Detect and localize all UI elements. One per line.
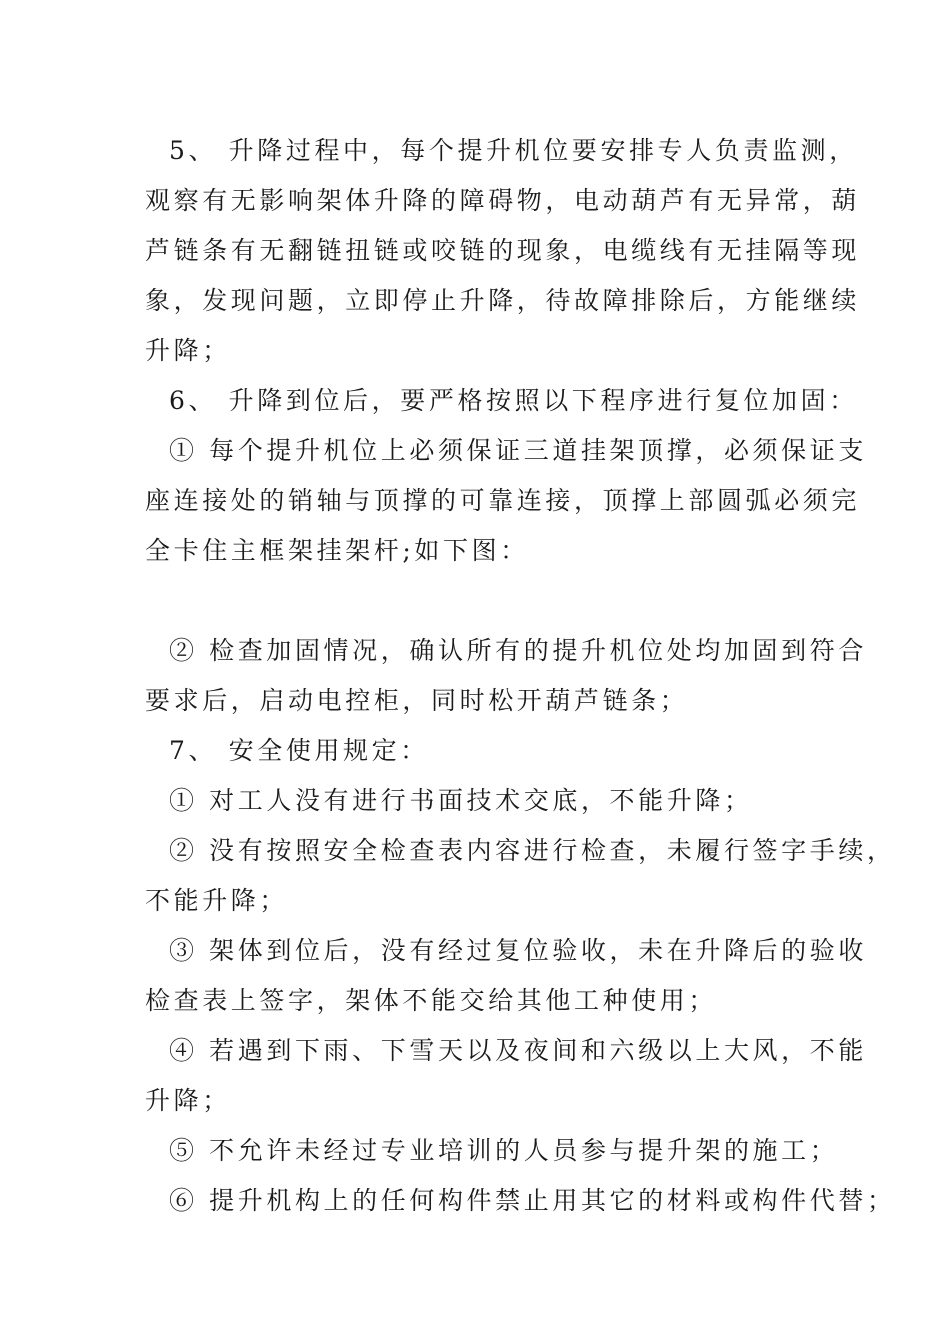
item-7-sub-6-line-1: ⑥ 提升机构上的任何构件禁止用其它的材料或构件代替； [169,1186,896,1215]
item-6-line-1: 6、 升降到位后，要严格按照以下程序进行复位加固： [169,386,858,415]
item-6-sub-2-line-2: 要求后，启动电控柜，同时松开葫芦链条； [145,686,689,715]
item-6-sub-1-line-3: 全卡住主框架挂架杆;如下图： [145,536,529,565]
item-7-sub-2-line-2: 不能升降； [145,886,289,915]
item-5-line-3: 芦链条有无翻链扭链或咬链的现象，电缆线有无挂隔等现 [145,236,861,265]
item-6-sub-1-line-2: 座连接处的销轴与顶撑的可靠连接，顶撑上部圆弧必须完 [145,486,861,515]
item-7-sub-5-line-1: ⑤ 不允许未经过专业培训的人员参与提升架的施工； [169,1136,839,1165]
item-7-sub-3-line-2: 检查表上签字，架体不能交给其他工种使用； [145,986,718,1015]
item-7-sub-1-line-1: ① 对工人没有进行书面技术交底，不能升降； [169,786,753,815]
item-7-sub-4-line-2: 升降； [145,1086,231,1115]
item-5-line-2: 观察有无影响架体升降的障碍物，电动葫芦有无异常，葫 [145,186,861,215]
item-6-sub-1-line-1: ① 每个提升机位上必须保证三道挂架顶撑，必须保证支 [169,436,867,465]
item-6-sub-2-line-1: ② 检查加固情况，确认所有的提升机位处均加固到符合 [169,636,867,665]
item-7-sub-2-line-1: ② 没有按照安全检查表内容进行检查，未履行签字手续， [169,836,896,865]
item-5-line-1: 5、 升降过程中，每个提升机位要安排专人负责监测， [169,136,858,165]
item-5-line-4: 象，发现问题，立即停止升降，待故障排除后，方能继续 [145,286,861,315]
item-7-sub-3-line-1: ③ 架体到位后，没有经过复位验收，未在升降后的验收 [169,936,867,965]
item-7-sub-4-line-1: ④ 若遇到下雨、下雪天以及夜间和六级以上大风，不能 [169,1036,867,1065]
item-5-line-5: 升降； [145,336,231,365]
item-7-line-1: 7、 安全使用规定： [169,736,429,765]
